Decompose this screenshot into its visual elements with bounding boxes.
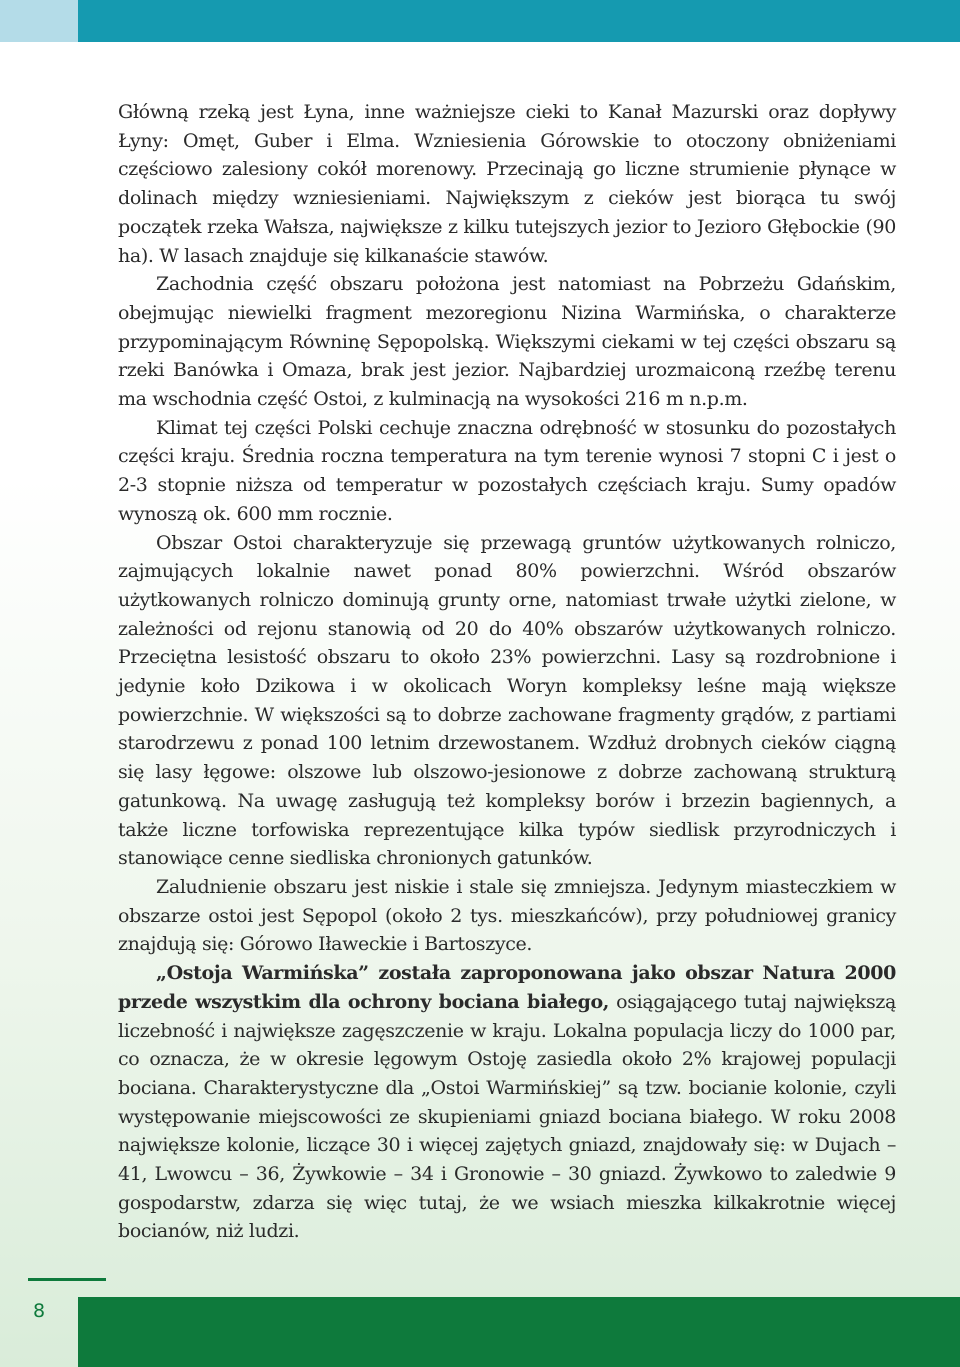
page-number: 8 bbox=[32, 1300, 46, 1322]
header-bar-light bbox=[0, 0, 78, 42]
page-content bbox=[118, 98, 896, 1246]
paragraph-2: Zachodnia część obszaru położona jest natomiast na Pobrzeżu Gdańskim, obejmując niewielki fragment mezoregionu Nizina Warmińska, o charakterze przypominającym Równinę Sępopolską. Większymi ciekami w tej części obszaru są rzeki Banówka i Omaza, brak jest jezior. Najbardziej urozmaiconą rzeźbę terenu ma wschodnia część Ostoi, z kulminacją na wysokości 216 m n.p.m. bbox=[118, 273, 896, 411]
paragraph-1: Główną rzeką jest Łyna, inne ważniejsze cieki to Kanał Mazurski oraz dopływy Łyny: Omęt, Guber i Elma. Wzniesienia Górowskie to otoczony obniżeniami częściowo zalesiony cokół morenowy. Przecinają go liczne strumienie płynące w dolinach między wzniesieniami. Największym z cieków jest biorąca tu swój początek rzeka Wałsza, największe z kilku tutejszych jezior to Jezioro Głębockie (90 ha). W lasach znajduje się kilkanaście stawów. bbox=[118, 101, 896, 267]
paragraph-5: Zaludnienie obszaru jest niskie i stale się zmniejsza. Jedynym miasteczkiem w obszarze ostoi jest Sępopol (około 2 tys. mieszkańców), przy południowej granicy znajdują się: Górowo Iławeckie i Bartoszyce. bbox=[118, 875, 896, 956]
paragraph-6-text: osiągającego tutaj największą liczebność i największe zagęszczenie w kraju. Lokalna populacja liczy do 1000 par, co oznacza, że w okresie lęgowym Ostoję zasiedla około 2% krajowej populacji bociana. Charakterystyczne dla „Ostoi Warmińskiej” są tzw. bocianie kolonie, czyli występowanie miejscowości ze skupieniami gniazd bociana białego. W roku 2008 największe kolonie, liczące 30 i więcej zajętych gniazd, znajdowały się: w Dujach – 41, Lwowcu – 36, Żywkowie – 34 i Gronowie – 30 gniazd. Żywkowo to zaledwie 9 gospodarstw, zdarza się więc tutaj, że we wsiach mieszka kilkakrotnie więcej bocianów, niż ludzi. bbox=[118, 990, 896, 1243]
header-bar-dark bbox=[78, 0, 960, 42]
paragraph-4: Obszar Ostoi charakteryzuje się przewagą gruntów użytkowanych rolniczo, zajmujących lokalnie nawet ponad 80% powierzchni. Wśród obszarów użytkowanych rolniczo dominują grunty orne, natomiast trwałe użytki zielone, w zależności od rejonu stanowią od 20 do 40% obszarów użytkowanych rolniczo. Przeciętna lesistość obszaru to około 23% powierzchni. Lasy są rozdrobnione i jedynie koło Dzikowa i w okolicach Woryn kompleksy leśne mają większe powierzchnie. W większości są to dobrze zachowane fragmenty grądów, z partiami starodrzewu z ponad 100 letnim drzewostanem. Wzdłuż drobnych cieków ciągną się lasy łęgowe: olszowe lub olszowo-jesionowe z dobrze zachowaną strukturą gatunkową. Na uwagę zasługują też kompleksy borów i brzezin bagiennych, a także liczne torfowiska reprezentujące kilka typów siedlisk przyrodniczych i stanowiące cenne siedliska chronionych gatunków. bbox=[118, 531, 896, 870]
paragraph-6-bold-lead: „Ostoja Warmińska” została zaproponowana jako obszar Natura 2000 przede wszystkim dla ochrony bociana białego, bbox=[118, 962, 896, 1013]
paragraph-6 bbox=[118, 959, 896, 1246]
paragraph-3: Klimat tej części Polski cechuje znaczna odrębność w stosunku do pozostałych części kraju. Średnia roczna temperatura na tym terenie wynosi 7 stopni C i jest o 2-3 stopnie niższa od temperatur w pozostałych częściach kraju. Sumy opadów wynoszą ok. 600 mm rocznie. bbox=[118, 416, 896, 525]
footer-bar bbox=[78, 1297, 960, 1367]
page-number-rule bbox=[28, 1278, 106, 1281]
